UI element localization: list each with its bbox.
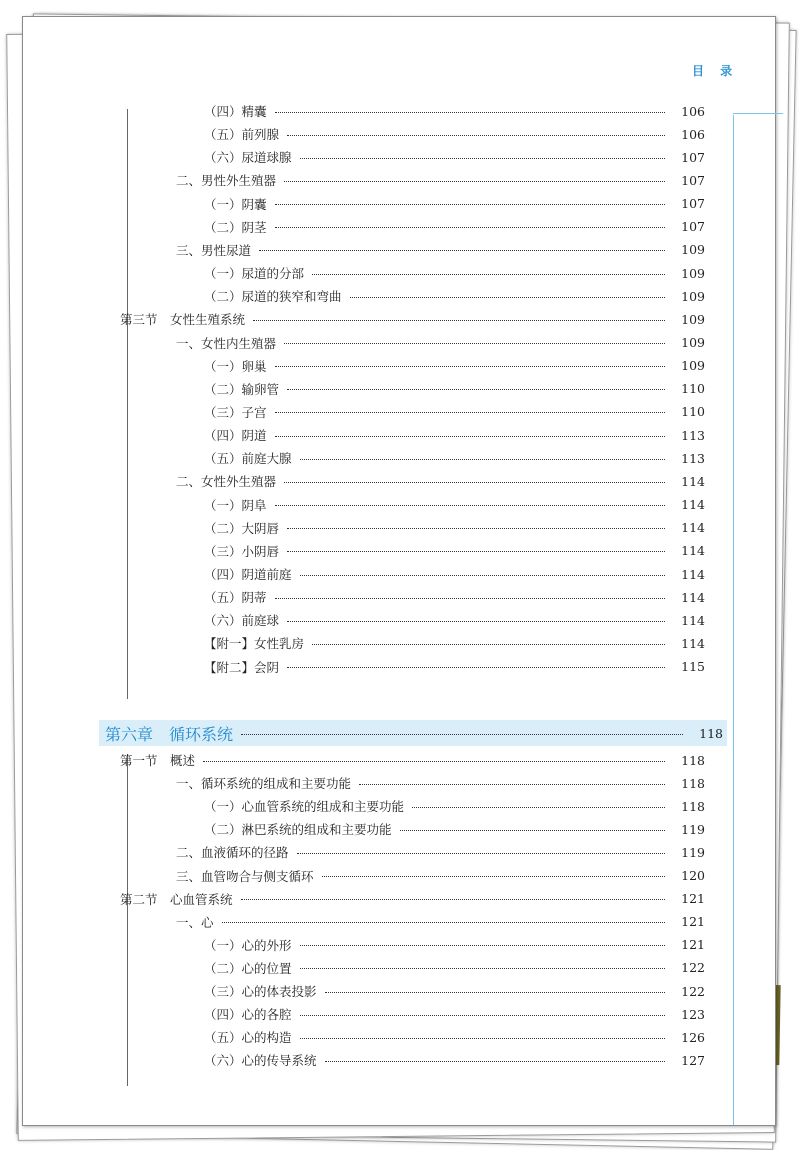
dot-leader bbox=[275, 412, 665, 413]
dot-leader bbox=[284, 482, 665, 483]
toc-page-number: 110 bbox=[681, 404, 705, 420]
dot-leader bbox=[275, 227, 665, 228]
running-head: 目 录 bbox=[692, 64, 739, 78]
toc-entry-label: （二）心的位置 bbox=[204, 960, 292, 976]
toc-entry-label: 第二节 心血管系统 bbox=[120, 891, 233, 907]
toc-entry[interactable] bbox=[204, 124, 705, 144]
toc-entry-label: 二、男性外生殖器 bbox=[176, 173, 277, 189]
toc-entry-label: 一、女性内生殖器 bbox=[176, 335, 277, 351]
dot-leader bbox=[275, 204, 665, 205]
toc-entry[interactable] bbox=[176, 170, 705, 190]
dot-leader bbox=[300, 158, 665, 159]
toc-entry-label: （二）阴茎 bbox=[204, 219, 267, 235]
toc-page-number: 120 bbox=[681, 868, 705, 883]
toc-entry-label: （二）淋巴系统的组成和主要功能 bbox=[204, 822, 392, 838]
toc-entry[interactable] bbox=[204, 564, 705, 584]
toc-entry-label: （五）前庭大腺 bbox=[204, 451, 292, 467]
toc-entry[interactable] bbox=[204, 633, 705, 653]
toc-entry[interactable] bbox=[204, 518, 705, 538]
chapter-title: 第六章 循环系统 bbox=[105, 724, 234, 744]
toc-page-number: 119 bbox=[681, 821, 705, 837]
toc-entry[interactable] bbox=[204, 796, 705, 816]
toc-entry[interactable] bbox=[204, 657, 705, 677]
toc-page-number: 109 bbox=[681, 358, 705, 374]
dot-leader bbox=[287, 389, 665, 390]
dot-leader bbox=[350, 297, 665, 298]
toc-page bbox=[22, 16, 776, 1126]
toc-entry[interactable] bbox=[176, 471, 705, 491]
toc-entry-label: （五）阴蒂 bbox=[204, 590, 267, 606]
toc-page-number: 121 bbox=[681, 937, 705, 953]
toc-entry-label: （六）尿道球腺 bbox=[204, 150, 292, 166]
dot-leader bbox=[241, 899, 665, 900]
toc-entry-label: 【附一】女性乳房 bbox=[204, 636, 305, 652]
toc-page-number: 114 bbox=[681, 543, 705, 559]
toc-page-number: 126 bbox=[681, 1029, 705, 1045]
dot-leader bbox=[325, 1061, 665, 1062]
dot-leader bbox=[275, 436, 665, 437]
toc-entry-label: （四）精囊 bbox=[204, 104, 267, 119]
toc-page-number: 127 bbox=[681, 1052, 705, 1068]
toc-entry[interactable] bbox=[204, 587, 705, 607]
toc-page-number: 114 bbox=[681, 497, 705, 513]
dot-leader bbox=[322, 876, 665, 877]
toc-entry-label: （一）阴囊 bbox=[204, 196, 267, 212]
section-rule bbox=[127, 109, 128, 699]
dot-leader bbox=[287, 621, 665, 622]
toc-page-number: 107 bbox=[681, 196, 705, 212]
toc-page-number: 121 bbox=[681, 914, 705, 930]
toc-entry[interactable] bbox=[204, 425, 705, 445]
toc-page-number: 119 bbox=[681, 844, 705, 860]
toc-entry[interactable] bbox=[176, 333, 705, 353]
toc-entry[interactable] bbox=[204, 217, 705, 237]
toc-entry-label: 二、女性外生殖器 bbox=[176, 474, 277, 490]
toc-page-number: 114 bbox=[681, 589, 705, 605]
toc-entry[interactable] bbox=[204, 402, 705, 422]
toc-page-number: 114 bbox=[681, 612, 705, 628]
dot-leader bbox=[287, 135, 665, 136]
toc-entry[interactable] bbox=[204, 1027, 705, 1047]
chapter-heading[interactable] bbox=[99, 720, 727, 746]
toc-entry[interactable] bbox=[204, 1004, 705, 1024]
dot-leader bbox=[312, 644, 665, 645]
chapter-page-number: 118 bbox=[699, 725, 723, 741]
margin-rule bbox=[733, 115, 734, 1125]
toc-entry[interactable] bbox=[204, 379, 705, 399]
toc-entry-label: （六）前庭球 bbox=[204, 613, 280, 629]
toc-page-number: 114 bbox=[681, 473, 705, 489]
dot-leader bbox=[222, 922, 665, 923]
toc-entry[interactable] bbox=[204, 981, 705, 1001]
dot-leader bbox=[275, 366, 665, 367]
toc-page-number: 109 bbox=[681, 242, 705, 258]
toc-entry[interactable] bbox=[204, 819, 705, 839]
toc-entry-label: 三、血管吻合与侧支循环 bbox=[176, 868, 314, 884]
margin-rule bbox=[733, 113, 783, 114]
dot-leader bbox=[400, 830, 665, 831]
toc-page-number: 106 bbox=[681, 126, 705, 142]
dot-leader bbox=[300, 945, 665, 946]
toc-entry-label: （二）尿道的狭窄和弯曲 bbox=[204, 289, 342, 305]
toc-entry[interactable] bbox=[120, 309, 705, 329]
toc-entry[interactable] bbox=[204, 101, 705, 121]
toc-entry[interactable] bbox=[204, 495, 705, 515]
dot-leader bbox=[275, 598, 665, 599]
toc-entry[interactable] bbox=[176, 240, 705, 260]
toc-entry-label: （二）大阴唇 bbox=[204, 520, 280, 536]
toc-page-number: 107 bbox=[681, 219, 705, 235]
toc-entry-label: （五）前列腺 bbox=[204, 127, 280, 143]
toc-entry-label: 三、男性尿道 bbox=[176, 242, 252, 258]
dot-leader bbox=[275, 112, 665, 113]
toc-page-number: 118 bbox=[681, 752, 705, 768]
toc-entry[interactable] bbox=[204, 541, 705, 561]
toc-entry-label: （一）尿道的分部 bbox=[204, 266, 305, 282]
toc-entry-label: （一）阴阜 bbox=[204, 497, 267, 513]
dot-leader bbox=[287, 528, 665, 529]
toc-page-number: 121 bbox=[681, 891, 705, 907]
toc-entry-label: （六）心的传导系统 bbox=[204, 1053, 317, 1069]
toc-entry[interactable] bbox=[204, 263, 705, 283]
toc-entry-label: （三）子宫 bbox=[204, 404, 267, 420]
dot-leader bbox=[203, 761, 665, 762]
toc-page-number: 106 bbox=[681, 103, 705, 119]
toc-page-number: 123 bbox=[681, 1006, 705, 1022]
toc-entry-label: （五）心的构造 bbox=[204, 1030, 292, 1046]
toc-entry-label: 一、心 bbox=[176, 914, 214, 930]
dot-leader bbox=[300, 1015, 665, 1016]
dot-leader bbox=[300, 968, 665, 969]
toc-entry[interactable] bbox=[204, 448, 705, 468]
toc-entry-label: 一、循环系统的组成和主要功能 bbox=[176, 776, 352, 792]
toc-page-number: 118 bbox=[681, 775, 705, 791]
toc-page-number: 114 bbox=[681, 520, 705, 536]
toc-entry[interactable] bbox=[176, 773, 705, 793]
dot-leader bbox=[297, 853, 665, 854]
toc-entry[interactable] bbox=[176, 866, 705, 886]
dot-leader bbox=[241, 734, 683, 735]
toc-entry[interactable] bbox=[120, 889, 705, 909]
toc-entry-label: （三）心的体表投影 bbox=[204, 984, 317, 999]
dot-leader bbox=[284, 181, 665, 182]
toc-entry-label: （三）小阴唇 bbox=[204, 543, 280, 559]
toc-entry[interactable] bbox=[204, 286, 705, 306]
toc-page-number: 113 bbox=[681, 427, 705, 443]
dot-leader bbox=[287, 667, 665, 668]
toc-entry[interactable] bbox=[120, 750, 705, 770]
toc-entry-label: 第三节 女性生殖系统 bbox=[120, 312, 246, 328]
toc-page-number: 113 bbox=[681, 450, 705, 466]
dot-leader bbox=[300, 1038, 665, 1039]
toc-entry[interactable] bbox=[204, 958, 705, 978]
toc-page-number: 114 bbox=[681, 635, 705, 651]
toc-entry-label: （一）心的外形 bbox=[204, 937, 292, 953]
dot-leader bbox=[287, 551, 665, 552]
toc-entry[interactable] bbox=[204, 610, 705, 630]
dot-leader bbox=[300, 575, 665, 576]
toc-page-number: 109 bbox=[681, 335, 705, 350]
dot-leader bbox=[325, 992, 665, 993]
toc-page-number: 114 bbox=[681, 566, 705, 582]
toc-page-number: 107 bbox=[681, 172, 705, 188]
toc-entry-label: （四）阴道 bbox=[204, 428, 267, 444]
section-rule bbox=[127, 754, 128, 1086]
toc-page-number: 110 bbox=[681, 381, 705, 397]
toc-page-number: 118 bbox=[681, 798, 705, 814]
toc-entry[interactable] bbox=[176, 842, 705, 862]
toc-entry[interactable] bbox=[204, 147, 705, 167]
toc-entry[interactable] bbox=[204, 1050, 705, 1070]
dot-leader bbox=[412, 807, 665, 808]
dot-leader bbox=[312, 274, 665, 275]
toc-entry-label: （二）输卵管 bbox=[204, 381, 280, 397]
toc-page-number: 122 bbox=[681, 960, 705, 976]
dot-leader bbox=[259, 250, 665, 251]
toc-entry-label: （四）阴道前庭 bbox=[204, 567, 292, 582]
dot-leader bbox=[275, 505, 665, 506]
toc-entry[interactable] bbox=[204, 935, 705, 955]
toc-entry-label: （四）心的各腔 bbox=[204, 1007, 292, 1023]
toc-entry-label: 二、血液循环的径路 bbox=[176, 845, 289, 861]
toc-entry-label: 【附二】会阴 bbox=[204, 659, 280, 675]
toc-entry-label: （一）卵巢 bbox=[204, 358, 267, 374]
dot-leader bbox=[253, 320, 665, 321]
toc-entry-label: 第一节 概述 bbox=[120, 753, 196, 768]
toc-page-number: 122 bbox=[681, 983, 705, 999]
toc-page-number: 109 bbox=[681, 265, 705, 281]
toc-entry[interactable] bbox=[176, 912, 705, 932]
toc-entry-label: （一）心血管系统的组成和主要功能 bbox=[204, 799, 405, 815]
toc-entry[interactable] bbox=[204, 194, 705, 214]
dot-leader bbox=[300, 459, 665, 460]
toc-page-number: 109 bbox=[681, 288, 705, 304]
dot-leader bbox=[284, 343, 665, 344]
toc-page-number: 115 bbox=[681, 659, 705, 675]
toc-page-number: 109 bbox=[681, 311, 705, 327]
dot-leader bbox=[359, 784, 665, 785]
toc-page-number: 107 bbox=[681, 149, 705, 165]
toc-entry[interactable] bbox=[204, 356, 705, 376]
